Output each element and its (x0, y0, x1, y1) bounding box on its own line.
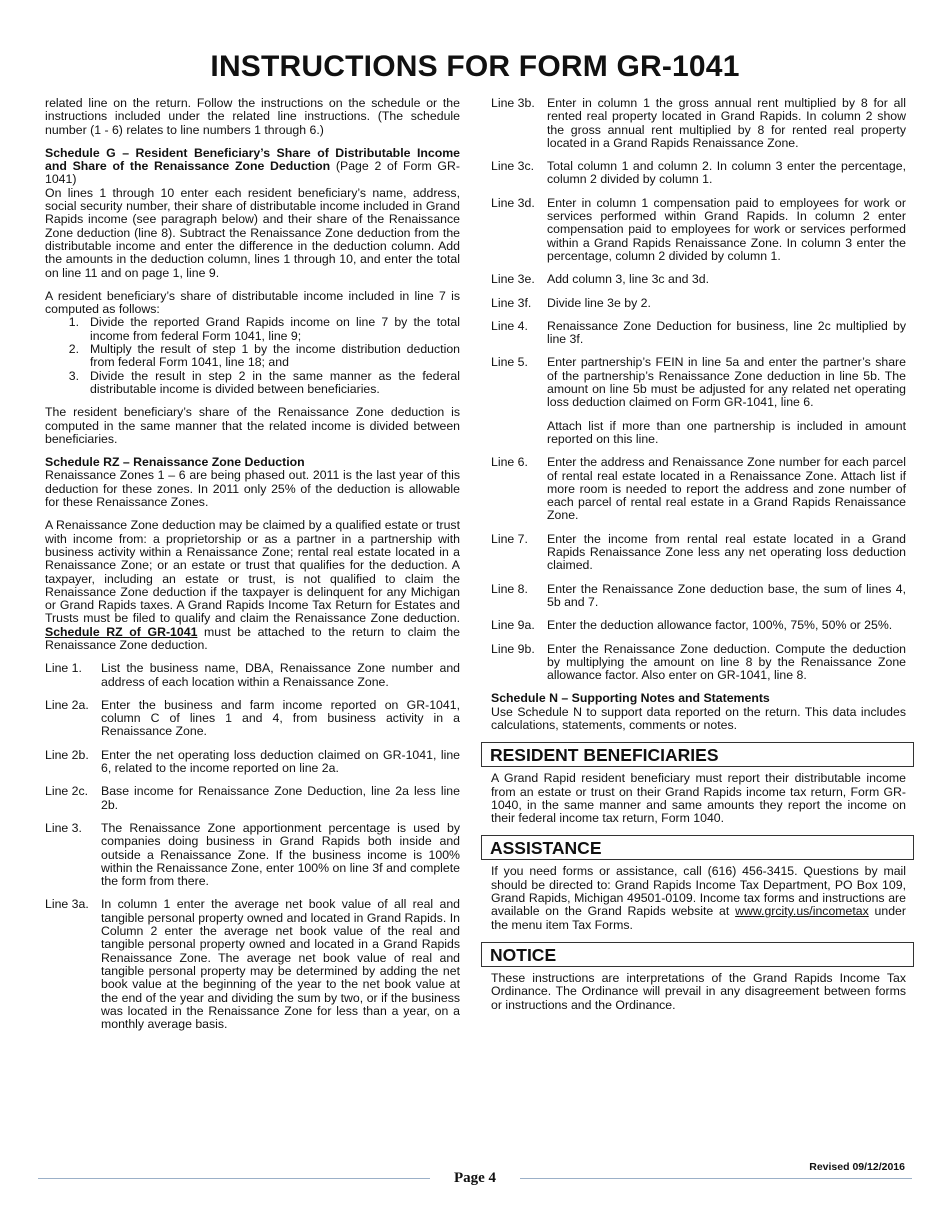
line-instruction: Line 2b. Enter the net operating loss deduction claimed on GR-1041, line 6, related to the income reported on line 2a. (45, 747, 460, 776)
line-instruction: Line 3f. Divide line 3e by 2. (491, 295, 651, 310)
rz-share-paragraph: The resident beneficiary’s share of the Renaissance Zone deduction is computed in the same manner that the related income is divided between beneficiaries. (45, 405, 460, 446)
line-instruction: Line 9a. Enter the deduction allowance factor, 100%, 75%, 50% or 25%. (491, 618, 893, 633)
line-instruction: Line 4. Renaissance Zone Deduction for business, line 2c multiplied by line 3f. (491, 318, 906, 347)
line-instruction: Line 8. Enter the Renaissance Zone deduction base, the sum of lines 4, 5b and 7. (491, 581, 906, 609)
line-instruction: Line 3. The Renaissance Zone apportionment percentage is used by companies doing business in Grand Rapids both inside and outside a Renaissance Zone. If the business income is 100% within the Renaissance Zone, enter 100% on line 3f and complete the form from there. (45, 820, 460, 889)
website-link[interactable]: www.grcity.us/incometax (735, 904, 869, 919)
share-intro: A resident beneficiary’s share of distributable income included in line 7 is computed as follows: (45, 288, 460, 317)
schedule-n-section (491, 692, 906, 732)
schedule-g-section (45, 147, 460, 280)
schedule-g-heading: Schedule G – Resident Beneficiary’s Share of Distributable Income and Share of the Renaissance Zone Deduction (45, 145, 460, 174)
notice-text: These instructions are interpretations of the Grand Rapids Income Tax Ordinance. The Ordinance will prevail in any disagreement between forms or instructions and the Ordinance. (491, 970, 906, 1012)
line-instruction: Line 2a. Enter the business and farm income reported on GR-1041, column C of lines 1 and 4, from business activity in a Renaissance Zone. (45, 697, 460, 739)
assistance-heading: ASSISTANCE (481, 835, 914, 860)
schedule-rz-text: Renaissance Zones 1 – 6 are being phased out. 2011 is the last year of this deduction for these zones. In 2011 only 25% of the deduction is allowable for these Renaissance Zones. (45, 468, 460, 510)
resident-beneficiaries-text: A Grand Rapid resident beneficiary must report their distributable income from an estate or trust on their Grand Rapids income tax return, Form GR-1040, in the same manner and same amounts they report the income on their federal income tax return, Form 1040. (491, 771, 906, 826)
revised-date: Revised 09/12/2016 (809, 1161, 905, 1173)
assistance-text: If you need forms or assistance, call (616) 456-3415. Questions by mail should be directed to: Grand Rapids Income Tax Department, PO Box 109, Grand Rapids, Michigan 49501-0109. Income tax forms and instructions are available on the Grand Rapids website at www.grcity.us/incometax under the menu item Tax Forms. (491, 864, 906, 932)
schedule-rz-heading: Schedule RZ – Renaissance Zone Deduction (45, 455, 305, 470)
left-column (45, 97, 460, 1041)
line-instruction: Line 5. Enter partnership’s FEIN in line 5a and enter the partner’s share of the partnership’s Renaissance Zone deduction in line 5b. The amount on line 5b must be adjusted for any related net operating loss deduction claimed on Form GR-1041, line 6. (491, 355, 906, 410)
line-instruction: Line 7. Enter the income from rental real estate located in a Grand Rapids Renaissance Zone less any net operating loss deduction claimed. (491, 531, 906, 573)
line-instruction: Line 3e. Add column 3, line 3c and 3d. (491, 272, 710, 287)
list-item: 3. Divide the result in step 2 in the same manner as the federal distributable income is divided between beneficiaries. (68, 368, 460, 396)
rz-claim-paragraph: A Renaissance Zone deduction may be claimed by a qualified estate or trust with income from: a proprietorship or as a partner in a partnership with business activity within a Renaissance Zone; rental real estate located in a Renaissance Zone; or an estate or trust that qualifies for the deduction. A taxpayer, including an estate or trust, is not qualified to claim the Renaissance Zone deduction if the taxpayer is delinquent for any Michigan or Grand Rapids taxes. A Grand Rapids Income Tax Return for Estates and Trusts must be filed to qualify and claim the Renaissance Zone deduction. Schedule RZ of GR-1041 must be attached to the return to claim the Renaissance Zone deduction. (45, 518, 460, 652)
notice-heading: NOTICE (481, 942, 914, 967)
line-instruction: Line 3d. Enter in column 1 compensation paid to employees for work or services performed within Grand Rapids. In column 2 enter compensation paid to employees for work or services performed within a Grand Rapids Renaissance Zone. In column 3 enter the percentage, column 2 divided by column 1. (491, 195, 906, 263)
schedule-g-page-ref: (Page 2 of Form GR-1041) (45, 159, 460, 187)
page-title: INSTRUCTIONS FOR FORM GR-1041 (210, 50, 740, 83)
list-item: 2. Multiply the result of step 1 by the income distribution deduction from federal Form 1041, line 18; and (68, 342, 460, 370)
schedule-rz-section (45, 456, 460, 509)
schedule-rz-reference: Schedule RZ of GR-1041 (45, 624, 198, 639)
line-instruction: Line 3c. Total column 1 and column 2. In column 3 enter the percentage, column 2 divided by column 1. (491, 159, 906, 187)
line-instruction: Line 6. Enter the address and Renaissance Zone number for each parcel of rental real estate located in a Renaissance Zone. Attach list if more room is needed to report the address and zone number of each parcel of rental real estate in a Grand Rapids Renaissance Zone. (491, 455, 906, 523)
schedule-n-heading: Schedule N – Supporting Notes and Statements (491, 691, 770, 706)
schedule-g-text: On lines 1 through 10 enter each resident beneficiary’s name, address, social security number, their share of distributable income included in Grand Rapids income (see paragraph below) and their share of the Renaissance Zone deduction (line 8). Subtract the Renaissance Zone deduction from the distributable income and enter the difference in the deduction column. Add the amounts in the deduction column, lines 1 through 10, and enter the total on line 11 and on page 1, line 9. (45, 185, 460, 280)
line-instruction: Line 3a. In column 1 enter the average net book value of all real and tangible personal property owned and located in Grand Rapids. In Column 2 enter the average net book value of the real and tangible personal property owned and located in a Grand Rapids Renaissance Zone. The average net book value of real and tangible personal property may be determined by adding the net book value at the beginning of the year to the net book value at the end of the year and dividing the sum by two, or if the business was located in the Renaissance Zone for less than a year, on a monthly average basis. (45, 897, 460, 1032)
intro-paragraph: related line on the return. Follow the instructions on the schedule or the instructions included under the related line instructions. (The schedule number (1 - 6) relates to line numbers 1 through 6.) (45, 96, 460, 137)
resident-beneficiaries-heading: RESIDENT BENEFICIARIES (481, 742, 914, 767)
list-item: 1. Divide the reported Grand Rapids income on line 7 by the total income from federal Form 1041, line 9; (68, 315, 460, 343)
schedule-n-text: Use Schedule N to support data reported on the return. This data includes calculations, statements, comments or notes. (491, 704, 906, 732)
line-instruction: Line 3b. Enter in column 1 the gross annual rent multiplied by 8 for all rented real property located in Grand Rapids. In column 2 show the gross annual rent multiplied by 8 for rented real property located in a Grand Rapids Renaissance Zone. (491, 96, 906, 150)
line-instruction: Line 1. List the business name, DBA, Renaissance Zone number and address of each location within a Renaissance Zone. (45, 661, 460, 689)
page-number: Page 4 (453, 1170, 497, 1186)
share-steps-list (45, 316, 460, 396)
line-instruction: Line 2c. Base income for Renaissance Zone Deduction, line 2a less line 2b. (45, 784, 460, 812)
footer-divider-right (520, 1178, 912, 1179)
line5-attach-note: Attach list if more than one partnership is included in amount reported on this line. (547, 418, 906, 446)
line-instruction: Line 9b. Enter the Renaissance Zone deduction. Compute the deduction by multiplying the amount on line 8 by the Renaissance Zone allowance factor. Also enter on GR-1041, line 8. (491, 641, 906, 683)
right-column (491, 97, 906, 1022)
